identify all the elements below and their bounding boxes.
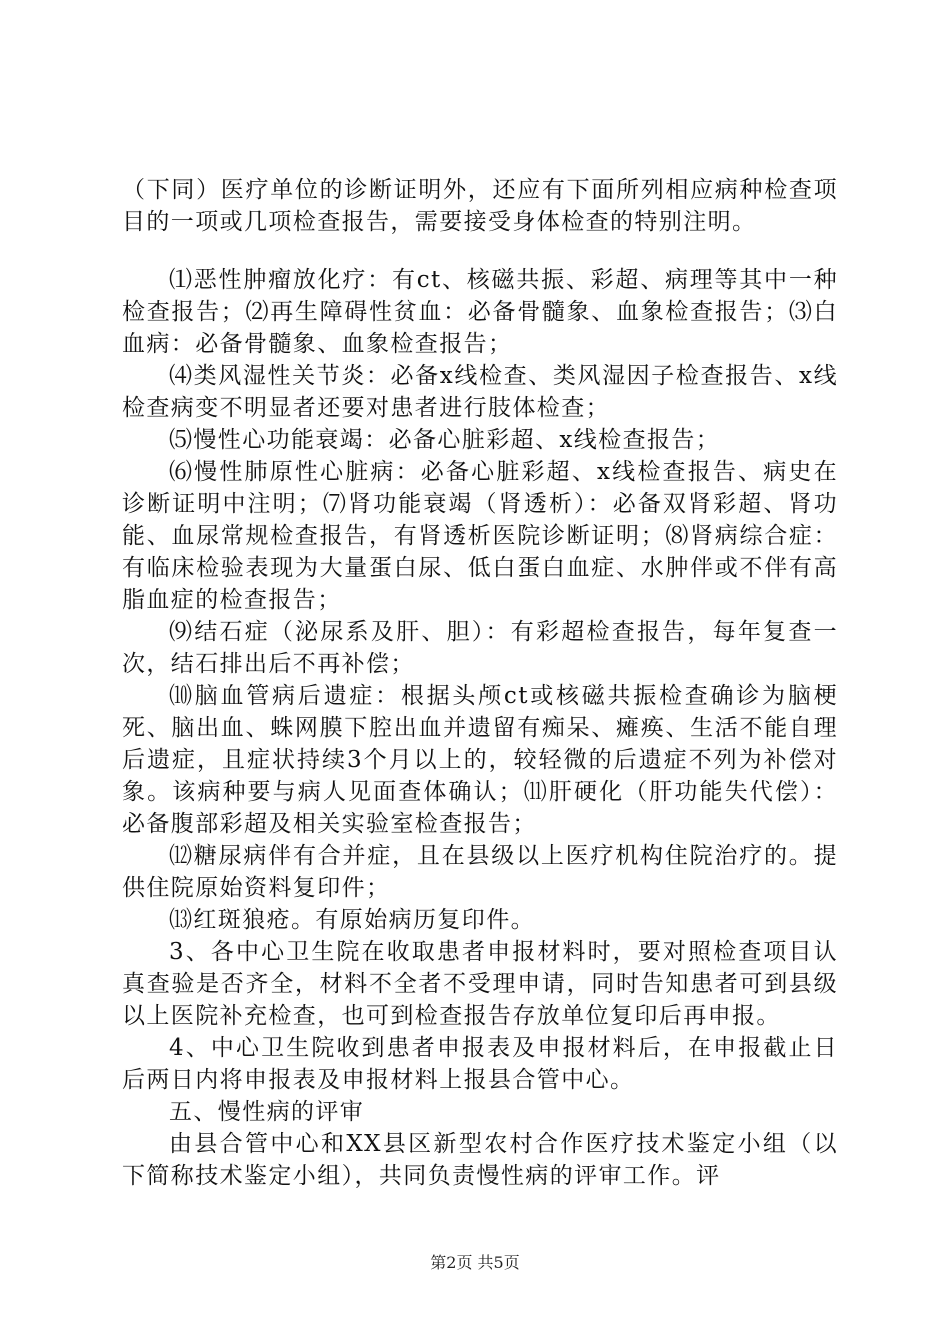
paragraph-item-6-8: ⑹慢性肺原性心脏病：必备心脏彩超、x线检查报告、病史在诊断证明中注明；⑺肾功能衰竭（肾透析）：必备双肾彩超、肾功能、血尿常规检查报告，有肾透析医院诊断证明；⑻肾病综合症：有临床检验表现为大量蛋白尿、低白蛋白血症、水肿伴或不伴有高脂血症的检查报告； <box>122 459 838 613</box>
section-heading-review: 五、慢性病的评审 <box>169 1099 365 1125</box>
paragraph-item-9: ⑼结石症（泌尿系及肝、胆）：有彩超检查报告，每年复查一次，结石排出后不再补偿； <box>122 619 838 677</box>
paragraph-item-4: ⑷类风湿性关节炎：必备x线检查、类风湿因子检查报告、x线检查病变不明显者还要对患者进行肢体检查； <box>122 363 838 421</box>
paragraph-item-10-11: ⑽脑血管病后遗症：根据头颅ct或核磁共振检查确诊为脑梗死、脑出血、蛛网膜下腔出血并遗留有痴呆、瘫痪、生活不能自理后遗症，且症状持续3个月以上的，较轻微的后遗症不列为补偿对象。该病种要与病人见面查体确认；⑾肝硬化（肝功能失代偿）：必备腹部彩超及相关实验室检查报告； <box>122 683 838 837</box>
page-footer: 第2页 共5页 <box>430 1253 520 1272</box>
paragraph-continuation: （下同）医疗单位的诊断证明外，还应有下面所列相应病种检查项目的一项或几项检查报告，需要接受身体检查的特别注明。 <box>122 177 838 235</box>
paragraph-item-13: ⒀红斑狼疮。有原始病历复印件。 <box>169 907 535 933</box>
paragraph-review: 由县合管中心和XX县区新型农村合作医疗技术鉴定小组（以下简称技术鉴定小组），共同负责慢性病的评审工作。评 <box>122 1131 838 1189</box>
document-body <box>122 174 838 1192</box>
paragraph-item-5: ⑸慢性心功能衰竭：必备心脏彩超、x线检查报告； <box>169 427 721 453</box>
paragraph-item-12: ⑿糖尿病伴有合并症，且在县级以上医疗机构住院治疗的。提供住院原始资料复印件； <box>122 843 838 901</box>
paragraph-item-1-3: ⑴恶性肿瘤放化疗：有ct、核磁共振、彩超、病理等其中一种检查报告；⑵再生障碍性贫血：必备骨髓象、血象检查报告；⑶白血病：必备骨髓象、血象检查报告； <box>122 267 838 357</box>
paragraph-section-4: 4、中心卫生院收到患者申报表及申报材料后，在申报截止日后两日内将申报表及申报材料上报县合管中心。 <box>122 1035 838 1093</box>
paragraph-section-3: 3、各中心卫生院在收取患者申报材料时，要对照检查项目认真查验是否齐全，材料不全者不受理申请，同时告知患者可到县级以上医院补充检查，也可到检查报告存放单位复印后再申报。 <box>122 939 838 1029</box>
